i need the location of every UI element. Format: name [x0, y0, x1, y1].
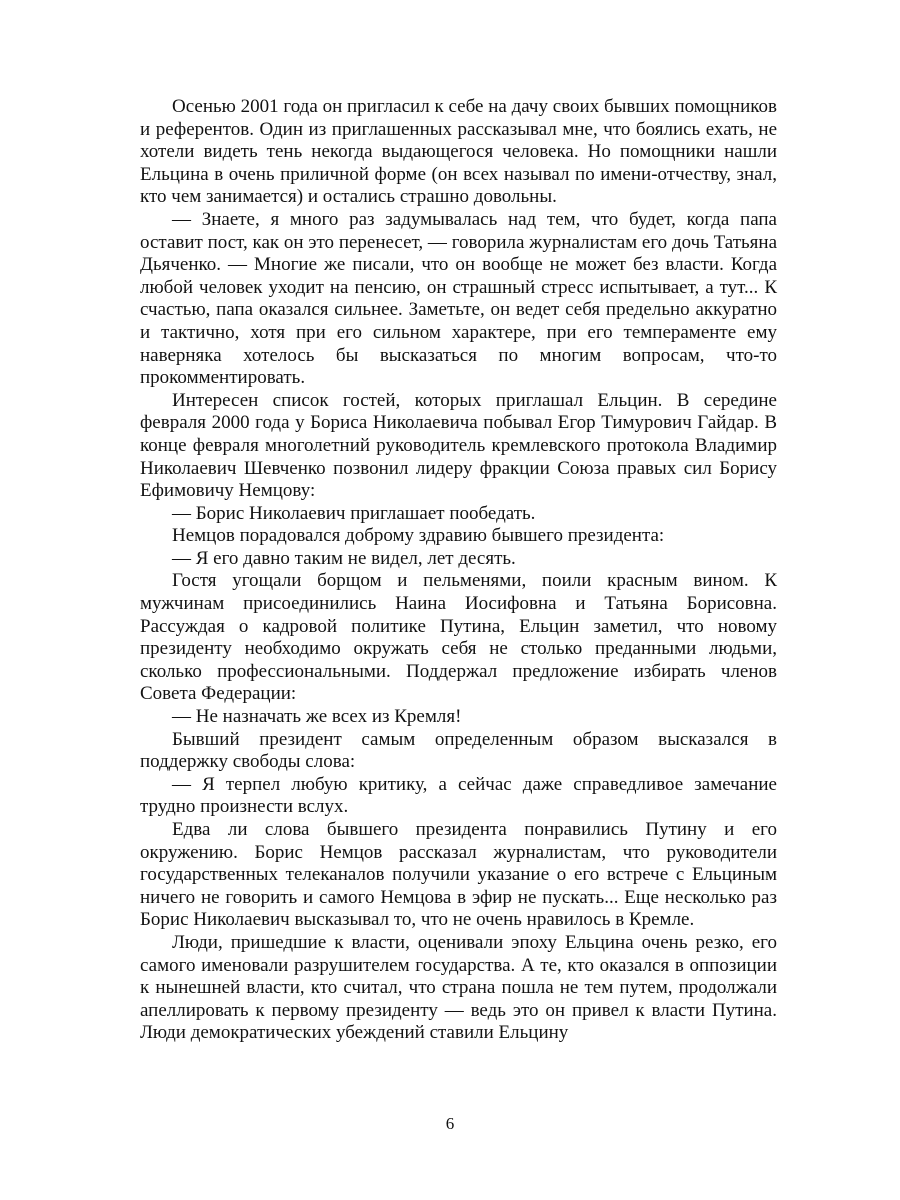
paragraph: Люди, пришедшие к власти, оценивали эпоху Ельцина очень резко, его самого именовали разрушителем государства. А те, кто оказался в оппозиции к нынешней власти, кто считал, что страна пошла не тем путем, продолжали апеллировать к первому президенту — ведь это он привел к власти Путина. Люди демократических убеждений ставили Ельцину — [140, 931, 777, 1044]
paragraph: Интересен список гостей, которых приглашал Ельцин. В середине февраля 2000 года у Бориса Николаевича побывал Егор Тимурович Гайдар. В конце февраля многолетний руководитель кремлевского протокола Владимир Николаевич Шевченко позвонил лидеру фракции Союза правых сил Борису Ефимовичу Немцову: — [140, 389, 777, 502]
paragraph: Едва ли слова бывшего президента понравились Путину и его окружению. Борис Немцов рассказал журналистам, что руководители государственных телеканалов получили указание о его встрече с Ельциным ничего не говорить и самого Немцова в эфир не пускать... Еще несколько раз Борис Николаевич высказывал то, что не очень нравилось в Кремле. — [140, 819, 777, 931]
paragraph: Осенью 2001 года он пригласил к себе на дачу своих бывших помощников и референтов. Один из приглашенных рассказывал мне, что боялись ехать, не хотели видеть тень некогда выдающегося человека. Но помощники нашли Ельцина в очень приличной форме (он всех называл по имени-отчеству, знал, кто чем занимается) и остались страшно довольны. — [140, 96, 777, 208]
paragraph-dialogue: — Борис Николаевич приглашает пообедать. — [172, 502, 536, 524]
paragraph: Немцов порадовался доброму здравию бывшего президента: — [172, 525, 665, 547]
paragraph-dialogue: — Я терпел любую критику, а сейчас даже справедливое замечание трудно произнести вслух. — [140, 773, 777, 818]
paragraph: Гостя угощали борщом и пельменями, поили красным вином. К мужчинам присоединились Наина Иосифовна и Татьяна Борисовна. Рассуждая о кадровой политике Путина, Ельцин заметил, что новому президенту необходимо окружать себя не столько преданными людьми, сколько профессиональными. Поддержал предложение избирать членов Совета Федерации: — [140, 570, 777, 705]
paragraph: — Знаете, я много раз задумывалась над тем, что будет, когда папа оставит пост, как он это перенесет, — говорила журналистам его дочь Татьяна Дьяченко. — Многие же писали, что он вообще не может без власти. Когда любой человек уходит на пенсию, он страшный стресс испытывает, а тут... К счастью, папа оказался сильнее. Заметьте, он ведет себя предельно аккуратно и тактично, хотя при его сильном характере, при его темпераменте ему наверняка хотелось бы высказаться по многим вопросам, что-то прокомментировать. — [140, 208, 777, 389]
paragraph: Бывший президент самым определенным образом высказался в поддержку свободы слова: — [140, 728, 777, 773]
page-number: 6 — [445, 1114, 455, 1133]
text-block — [140, 96, 777, 1045]
paragraph-dialogue: — Не назначать же всех из Кремля! — [172, 706, 462, 728]
paragraph-dialogue: — Я его давно таким не видел, лет десять. — [172, 547, 516, 569]
